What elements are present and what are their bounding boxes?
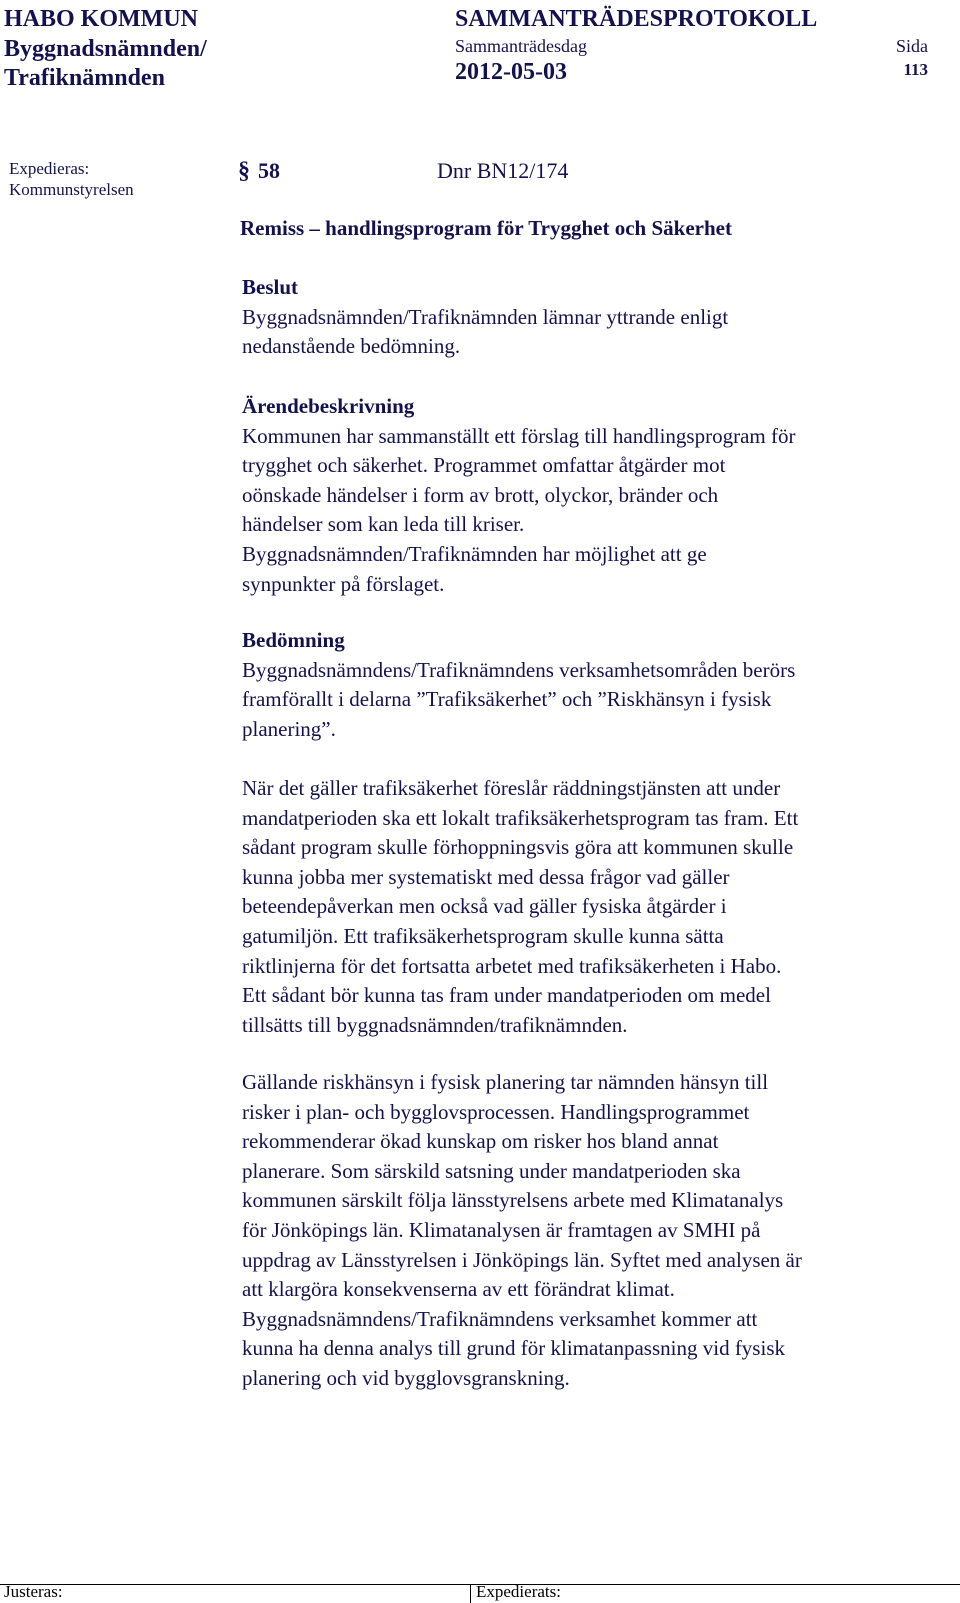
diary-number: Dnr BN12/174 (437, 158, 569, 183)
beslut-heading: Beslut (242, 275, 299, 299)
paragraph-line: att klargöra konsekvenserna av ett förändrat klimat. (242, 1277, 675, 1302)
paragraph-line: mandatperioden ska ett lokalt trafiksäkerhetsprogram tas fram. Ett (242, 805, 799, 830)
expedieras-recipient: Kommunstyrelsen (9, 180, 134, 199)
riskhansyn-paragraph (242, 1068, 942, 1394)
paragraph-line: beteendepåverkan men också vad gäller fysiska åtgärder i (242, 894, 727, 919)
paragraph-symbol: § (238, 158, 250, 184)
paragraph-line: uppdrag av Länsstyrelsen i Jönköpings län. Syftet med analysen är (242, 1247, 802, 1272)
arende-line: synpunkter på förslaget. (242, 571, 445, 596)
meeting-date: 2012-05-03 (455, 59, 567, 85)
committee-name-line2: Trafiknämnden (4, 65, 165, 91)
bedomning-line: Byggnadsnämndens/Trafiknämndens verksamhetsområden berörs (242, 657, 796, 682)
committee-name-line1: Byggnadsnämnden/ (4, 36, 207, 62)
meeting-date-label: Sammanträdesdag (455, 36, 587, 56)
paragraph-line: tillsätts till byggnadsnämnden/trafiknämnden. (242, 1012, 628, 1037)
arende-line: oönskade händelser i form av brott, olyckor, bränder och (242, 482, 719, 507)
paragraph-line: Gällande riskhänsyn i fysisk planering tar nämnden hänsyn till (242, 1070, 769, 1094)
bedomning-section (242, 626, 942, 744)
paragraph-line: risker i plan- och bygglovsprocessen. Handlingsprogrammet (242, 1099, 750, 1124)
bedomning-line: framförallt i delarna ”Trafiksäkerhet” och ”Riskhänsyn i fysisk (242, 687, 772, 712)
paragraph-line: planerare. Som särskild satsning under mandatperioden ska (242, 1158, 741, 1183)
beslut-line: nedanstående bedömning. (242, 334, 461, 359)
paragraph-line: rekommenderar ökad kunskap om risker hos bland annat (242, 1129, 719, 1154)
page-number: 113 (903, 60, 928, 79)
paragraph-line: När det gäller trafiksäkerhet föreslår räddningstjänsten att under (242, 776, 781, 800)
paragraph-line: sådant program skulle förhoppningsvis göra att kommunen skulle (242, 835, 794, 860)
paragraph-line: för Jönköpings län. Klimatanalysen är framtagen av SMHI på (242, 1217, 761, 1242)
bedomning-line: planering”. (242, 716, 336, 741)
paragraph-line: riktlinjerna för det fortsatta arbetet med trafiksäkerheten i Habo. (242, 953, 782, 978)
paragraph-line: planering och vid bygglovsgranskning. (242, 1365, 570, 1390)
paragraph-line: Byggnadsnämndens/Trafiknämndens verksamhet kommer att (242, 1306, 758, 1331)
arende-line: Byggnadsnämnden/Trafiknämnden har möjlighet att ge (242, 541, 707, 566)
item-title: Remiss – handlingsprogram för Trygghet och Säkerhet (240, 216, 732, 240)
arende-line: händelser som kan leda till kriser. (242, 512, 525, 537)
expedierats-label: Expedierats: (476, 1582, 561, 1601)
footer-divider (470, 1584, 471, 1603)
paragraph-line: kommunen särskilt följa länsstyrelsens arbete med Klimatanalys (242, 1188, 784, 1213)
arende-line: trygghet och säkerhet. Programmet omfattar åtgärder mot (242, 453, 726, 478)
paragraph-line: Ett sådant bör kunna tas fram under mandatperioden om medel (242, 983, 771, 1008)
beslut-section (242, 273, 942, 362)
org-name: HABO KOMMUN (4, 6, 198, 32)
bedomning-heading: Bedömning (242, 628, 345, 652)
paragraph-line: kunna jobba mer systematiskt med dessa frågor vad gäller (242, 864, 730, 889)
beslut-line: Byggnadsnämnden/Trafiknämnden lämnar yttrande enligt (242, 304, 729, 329)
paragraph-line: gatumiljön. Ett trafiksäkerhetsprogram skulle kunna sätta (242, 923, 724, 948)
arende-section (242, 392, 942, 599)
page-label: Sida (895, 36, 928, 56)
arende-line: Kommunen har sammanställt ett förslag till handlingsprogram för (242, 423, 796, 448)
item-number: 58 (258, 158, 280, 183)
justeras-label: Justeras: (4, 1582, 63, 1601)
paragraph-line: kunna ha denna analys till grund för klimatanpassning vid fysisk (242, 1336, 785, 1361)
expedieras-label: Expedieras: (9, 159, 90, 178)
trafiksakerhet-paragraph (242, 774, 942, 1040)
document-title: SAMMANTRÄDESPROTOKOLL (455, 6, 818, 32)
arende-heading: Ärendebeskrivning (242, 394, 415, 418)
